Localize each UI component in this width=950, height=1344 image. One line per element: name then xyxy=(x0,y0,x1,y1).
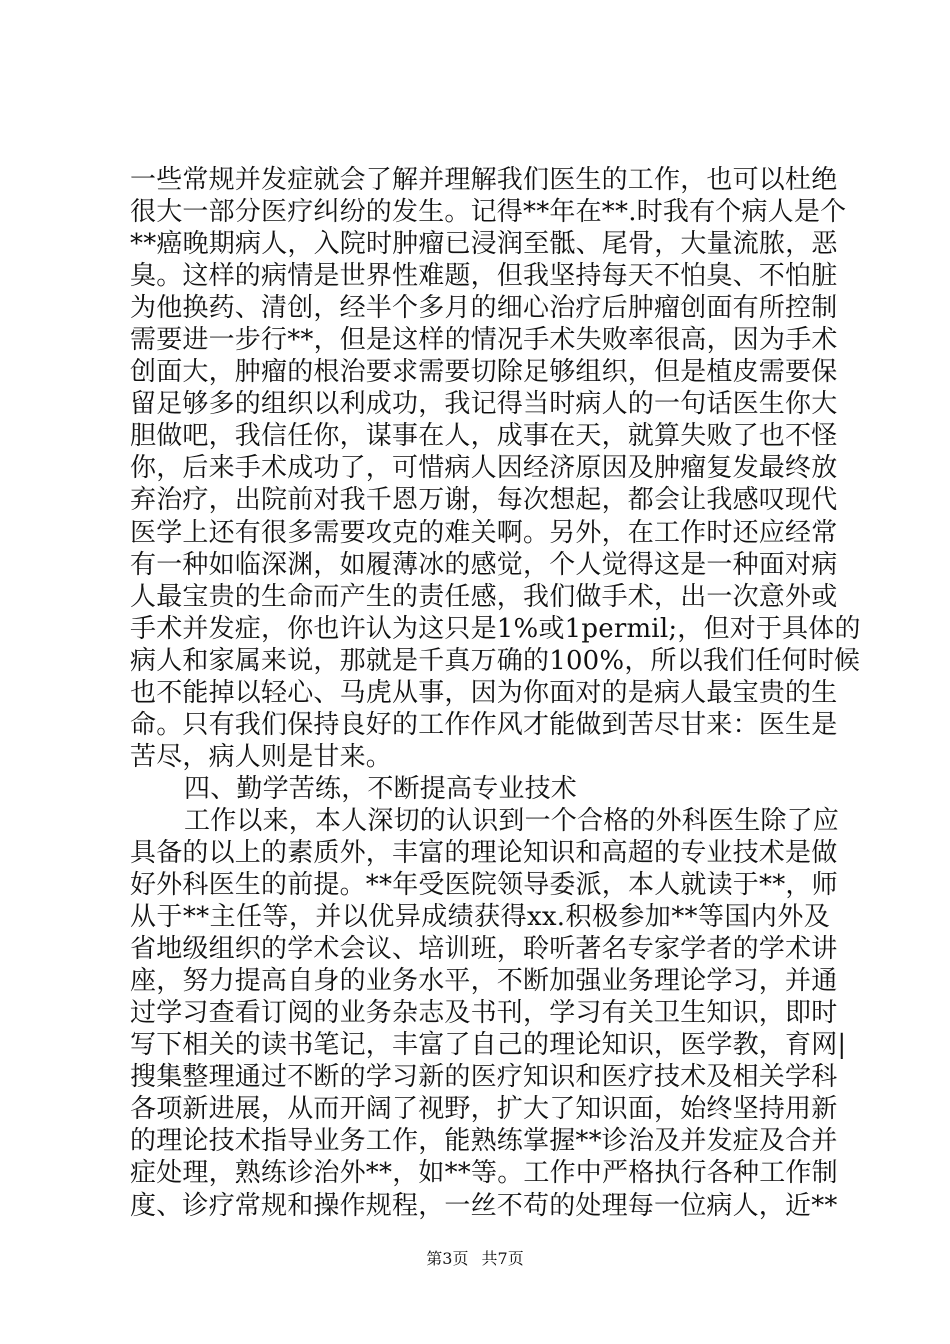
text-line: 度、诊疗常规和操作规程，一丝不苟的处理每一位病人，近** xyxy=(130,1190,838,1221)
page-number: 第3页 xyxy=(426,1249,469,1268)
text-line: 具备的以上的素质外，丰富的理论知识和高超的专业技术是做 xyxy=(130,837,838,868)
text-line: 各项新进展，从而开阔了视野，扩大了知识面，始终坚持用新 xyxy=(130,1094,838,1125)
text-line: 的理论技术指导业务工作，能熟练掌握**诊治及并发症及合并 xyxy=(130,1126,838,1157)
text-line: 人最宝贵的生命而产生的责任感，我们做手术，出一次意外或 xyxy=(130,581,838,612)
text-line: 命。只有我们保持良好的工作作风才能做到苦尽甘来：医生是 xyxy=(130,709,838,740)
text-line: 有一种如临深渊，如履薄冰的感觉，个人觉得这是一种面对病 xyxy=(130,549,838,580)
text-line: 很大一部分医疗纠纷的发生。记得**年在**.时我有个病人是个 xyxy=(130,197,847,228)
body-text xyxy=(130,164,861,1222)
page-footer xyxy=(0,1246,950,1269)
text-line: 一些常规并发症就会了解并理解我们医生的工作，也可以杜绝 xyxy=(130,165,838,195)
text-line: 臭。这样的病情是世界性难题，但我坚持每天不怕臭、不怕脏 xyxy=(130,261,838,292)
text-line: 胆做吧，我信任你，谋事在人，成事在天，就算失败了也不怪 xyxy=(130,421,838,452)
text-line: 苦尽，病人则是甘来。 xyxy=(130,741,393,772)
text-line: 留足够多的组织以利成功，我记得当时病人的一句话医生你大 xyxy=(130,389,838,420)
text-line: 创面大，肿瘤的根治要求需要切除足够组织，但是植皮需要保 xyxy=(130,357,838,388)
text-line: 症处理，熟练诊治外**，如**等。工作中严格执行各种工作制 xyxy=(130,1158,838,1189)
text-line: 过学习查看订阅的业务杂志及书刊，学习有关卫生知识，即时 xyxy=(130,998,838,1029)
text-line: 也不能掉以轻心、马虎从事，因为你面对的是病人最宝贵的生 xyxy=(130,677,838,708)
text-line: 好外科医生的前提。**年受医院领导委派，本人就读于**，师 xyxy=(130,870,838,901)
text-line: 搜集整理通过不断的学习新的医疗知识和医疗技术及相关学科 xyxy=(130,1062,838,1093)
text-line: 座，努力提高自身的业务水平，不断加强业务理论学习，并通 xyxy=(130,966,838,997)
text-line: 手术并发症，你也许认为这只是1%或1permil;，但对于具体的 xyxy=(130,613,861,644)
text-line: 你，后来手术成功了，可惜病人因经济原因及肿瘤复发最终放 xyxy=(130,453,838,484)
text-line: 弃治疗，出院前对我千恩万谢，每次想起，都会让我感叹现代 xyxy=(130,485,838,516)
paragraph-first-line: 工作以来，本人深切的认识到一个合格的外科医生除了应 xyxy=(184,805,840,836)
text-line: 医学上还有很多需要攻克的难关啊。另外，在工作时还应经常 xyxy=(130,517,838,548)
text-line: 病人和家属来说，那就是千真万确的100%，所以我们任何时候 xyxy=(130,645,861,676)
text-line: 从于**主任等，并以优异成绩获得xx.积极参加**等国内外及 xyxy=(130,902,830,933)
page-total: 共7页 xyxy=(481,1249,524,1268)
text-line: 需要进一步行**，但是这样的情况手术失败率很高，因为手术 xyxy=(130,325,838,356)
text-line: 为他换药、清创，经半个多月的细心治疗后肿瘤创面有所控制 xyxy=(130,293,838,324)
section-heading: 四、勤学苦练，不断提高专业技术 xyxy=(184,773,578,804)
text-line: **癌晚期病人，入院时肿瘤已浸润至骶、尾骨，大量流脓，恶 xyxy=(130,229,838,260)
text-line: 省地级组织的学术会议、培训班，聆听著名专家学者的学术讲 xyxy=(130,934,838,965)
text-line: 写下相关的读书笔记，丰富了自己的理论知识，医学教，育网| xyxy=(130,1030,847,1061)
